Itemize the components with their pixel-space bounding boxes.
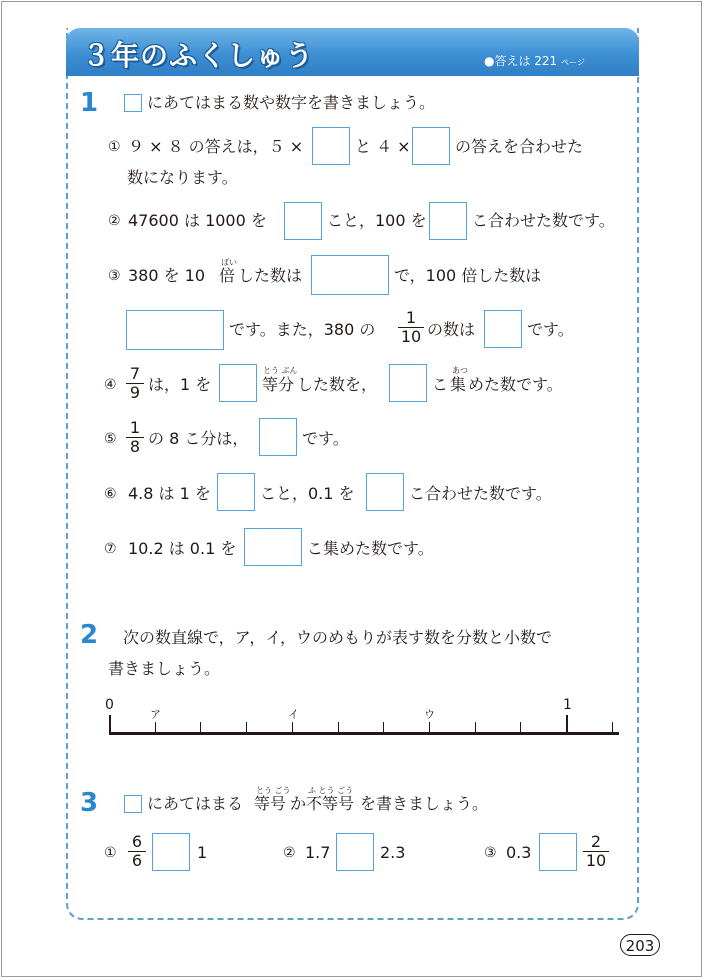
- fraction-numerator: 1: [398, 309, 424, 328]
- q3-item2-right: 2.3: [380, 843, 406, 862]
- q1-item2-mark: ②: [108, 213, 121, 229]
- q1-item5-text-b: です。: [302, 429, 349, 448]
- q1-item3-text-c: で，100 倍した数は: [394, 266, 542, 285]
- number-line-tick: [338, 722, 339, 733]
- fraction-denominator: 9: [129, 383, 141, 402]
- q1-item4-mark: ④: [104, 377, 117, 393]
- q3-item1-fraction: [128, 833, 146, 870]
- q1-item1-mark: ①: [108, 139, 121, 155]
- q1-item5-answer-box[interactable]: [259, 418, 297, 456]
- q1-item3-text-b: した数は: [238, 266, 303, 285]
- question-1-number: 1: [80, 88, 99, 118]
- q1-item7-text-a: 10.2 は 0.1 を: [128, 539, 237, 558]
- q1-item3-answer-box-3[interactable]: [484, 310, 522, 348]
- answer-ref-unit: ページ: [561, 58, 585, 67]
- answer-reference: [484, 52, 585, 69]
- q1-item6-answer-box-1[interactable]: [217, 473, 255, 511]
- q3-item1-answer-box[interactable]: [152, 833, 190, 871]
- q1-item3-text-d: です。また，380 の: [229, 320, 376, 339]
- q1-item2-answer-box-2[interactable]: [429, 202, 467, 240]
- number-line-tick: [155, 722, 156, 733]
- q1-item1-text-a: ９ × ８ の答えは，５ ×: [128, 137, 304, 156]
- instruction-box-icon: [124, 795, 142, 813]
- q1-item1-text-b: と ４ ×: [355, 137, 411, 156]
- answer-ref-text: ●答えは 221: [484, 54, 558, 68]
- q1-item4-text-b: した数を，: [297, 375, 378, 394]
- q1-item7-answer-box[interactable]: [244, 528, 302, 566]
- q1-item4-fraction: [126, 365, 144, 402]
- q2-line2: 書きましょう。: [108, 659, 221, 678]
- fraction-numerator: 7: [126, 365, 144, 384]
- number-line-tick: [246, 722, 247, 733]
- number-line-zero-label: 0: [105, 697, 114, 713]
- q3-item2-mark: ②: [283, 845, 296, 861]
- q1-item6-text-a: 4.8 は 1 を: [128, 484, 211, 503]
- fraction-numerator: 1: [126, 419, 144, 438]
- number-line-tick: [429, 722, 430, 733]
- q3-item2-left: 1.7: [305, 843, 331, 862]
- q1-item2-text-c: こ合わせた数です。: [472, 211, 615, 230]
- q1-item3-text-a: 380 を 10: [128, 266, 206, 285]
- q3-tougou: 等号: [254, 794, 287, 813]
- number-line-axis: [109, 732, 619, 735]
- q1-item4-text-c: こ: [432, 375, 449, 394]
- q1-item2-text-b: こと，100 を: [327, 211, 427, 230]
- q1-item6-text-c: こ合わせた数です。: [409, 484, 552, 503]
- q1-item4-atsu: 集: [450, 375, 467, 394]
- q1-item3-bai-ruby: ばい: [221, 258, 237, 267]
- q3-futougou-ruby: ふ とう ごう: [308, 786, 354, 795]
- q3-item1-right: 1: [197, 843, 208, 862]
- q3-item3-fraction: [583, 833, 609, 870]
- number-line-tick: [612, 722, 613, 733]
- number-line-tick: [200, 722, 201, 733]
- q1-item4-toubun: 等分: [262, 375, 295, 394]
- number-line-label-a: ア: [150, 708, 161, 721]
- q1-item4-text-d: めた数です。: [468, 375, 563, 394]
- fraction-numerator: 6: [128, 833, 146, 852]
- q3-tougou-ruby: とう ごう: [256, 786, 291, 795]
- q1-item6-answer-box-2[interactable]: [366, 473, 404, 511]
- q3-item3-answer-box[interactable]: [539, 833, 577, 871]
- q1-item7-mark: ⑦: [104, 541, 117, 557]
- fraction-denominator: 10: [400, 327, 422, 346]
- q1-item1-answer-box-1[interactable]: [312, 127, 350, 165]
- number-line-tick: [475, 722, 476, 733]
- q1-item3-text-f: です。: [527, 320, 574, 339]
- number-line-major-tick: [109, 715, 111, 733]
- q1-item2-answer-box-1[interactable]: [284, 202, 322, 240]
- page-title: ３年のふくしゅう: [82, 39, 315, 72]
- q1-item5-text-a: の 8 こ分は，: [148, 429, 249, 448]
- q3-item1-mark: ①: [104, 845, 117, 861]
- q3-instruction-b: を書きましょう。: [360, 794, 489, 813]
- fraction-denominator: 10: [585, 851, 607, 870]
- q2-line1: 次の数直線で，ア，イ，ウのめもりが表す数を分数と小数で: [123, 628, 552, 647]
- number-line-label-u: ウ: [424, 708, 435, 721]
- q1-item3-text-e: の数は: [427, 320, 476, 339]
- q1-item4-answer-box-2[interactable]: [389, 364, 427, 402]
- q1-item3-mark: ③: [108, 268, 121, 284]
- q1-item1-text-d: 数になります。: [127, 168, 238, 187]
- q1-item3-answer-box-2[interactable]: [126, 310, 224, 350]
- q3-item2-answer-box[interactable]: [336, 833, 374, 871]
- q1-item3-answer-box-1[interactable]: [311, 255, 389, 295]
- q3-item3-mark: ③: [484, 845, 497, 861]
- q1-item7-text-b: こ集めた数です。: [307, 539, 434, 558]
- q1-item1-text-c: の答えを合わせた: [455, 137, 584, 156]
- instruction-box-icon: [124, 94, 142, 112]
- q3-instruction-a: にあてはまる: [147, 794, 244, 813]
- q1-item4-toubun-ruby: とう ぶん: [263, 366, 298, 375]
- number-line-label-i: イ: [288, 708, 299, 721]
- q1-item1-answer-box-2[interactable]: [412, 127, 450, 165]
- q1-item3-bai: 倍: [219, 266, 236, 285]
- q1-item3-fraction: [398, 309, 424, 346]
- number-line-tick: [383, 722, 384, 733]
- number-line-tick: [292, 722, 293, 733]
- q3-ka: か: [290, 794, 307, 813]
- q1-item4-atsu-ruby: あつ: [452, 366, 468, 375]
- q1-item6-text-b: こと，0.1 を: [260, 484, 355, 503]
- question-3-number: 3: [80, 788, 99, 818]
- fraction-denominator: 8: [129, 437, 141, 456]
- q1-item6-mark: ⑥: [104, 486, 117, 502]
- q1-item4-text-a: は，1 を: [148, 375, 212, 394]
- q1-item2-text-a: 47600 は 1000 を: [128, 211, 267, 230]
- fraction-denominator: 6: [131, 851, 143, 870]
- number-line-one-label: 1: [563, 697, 572, 713]
- q3-item3-left: 0.3: [506, 843, 532, 862]
- q1-item4-answer-box-1[interactable]: [219, 364, 257, 402]
- q1-instruction: にあてはまる数や数字を書きましょう。: [147, 93, 436, 112]
- page-number: 203: [620, 934, 660, 956]
- fraction-numerator: 2: [583, 833, 609, 852]
- number-line-tick: [520, 722, 521, 733]
- question-2-number: 2: [80, 620, 99, 650]
- q1-item5-fraction: [126, 419, 144, 456]
- q1-item5-mark: ⑤: [104, 431, 117, 447]
- number-line-major-tick: [566, 715, 568, 733]
- q3-futougou: 不等号: [306, 794, 355, 813]
